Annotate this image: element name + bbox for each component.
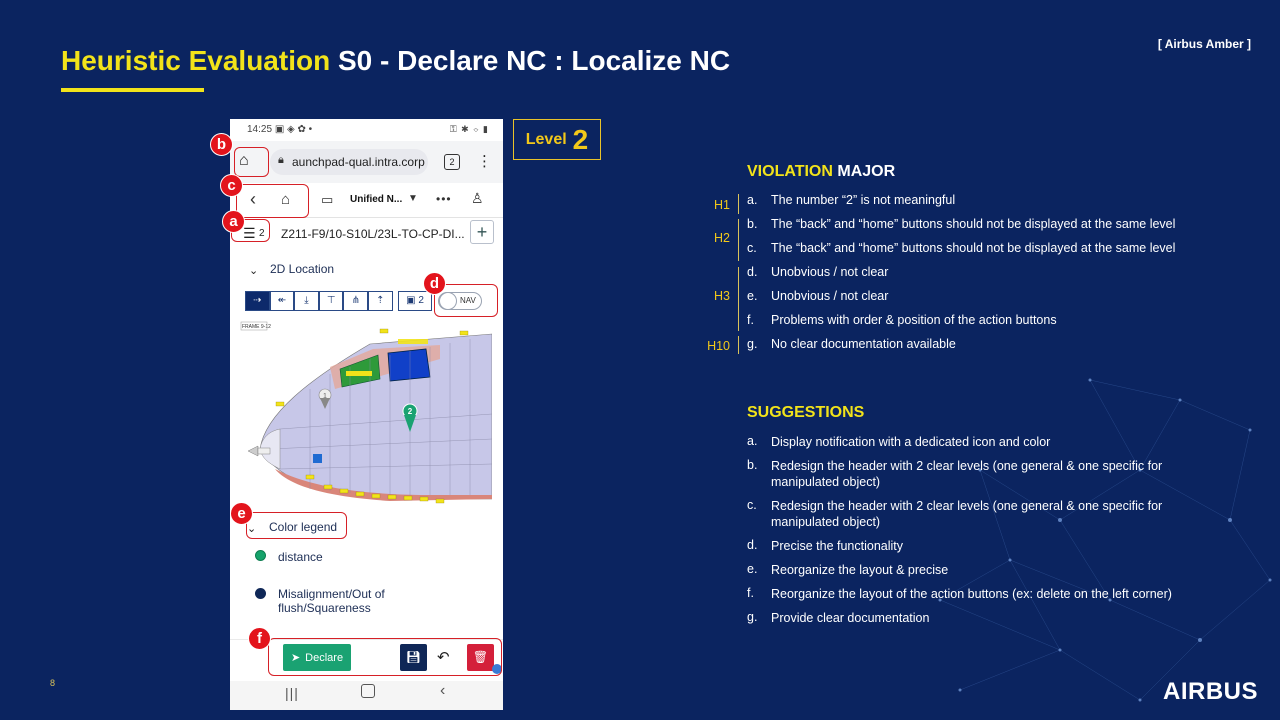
item-text: Reorganize the layout & precise xyxy=(771,563,949,577)
image-count: 2 xyxy=(418,295,424,306)
suggestions-title xyxy=(747,404,864,422)
airbus-logo: AIRBUS xyxy=(1162,678,1258,705)
app-home-icon[interactable]: ⌂ xyxy=(281,191,291,208)
item-text: The “back” and “home” buttons should not be displayed at the same level xyxy=(771,241,1176,255)
object-identifier: Z211-F9/10-S10L/23L-TO-CP-DI... xyxy=(281,227,465,241)
title-accent: Heuristic Evaluation xyxy=(61,45,331,76)
view-button-5[interactable]: ⋔ xyxy=(343,291,368,311)
violation-item xyxy=(700,312,1230,336)
view-button-6[interactable]: ⇡ xyxy=(368,291,393,311)
browser-home-icon[interactable]: ⌂ xyxy=(239,152,249,169)
pin-2-label: 2 xyxy=(407,407,413,416)
heuristic-h3: H3 xyxy=(714,289,730,303)
title-main: S0 - Declare NC : Localize NC xyxy=(337,45,731,76)
annotation-badge-f: f xyxy=(248,627,271,650)
tabs-count-button[interactable]: 2 xyxy=(444,154,460,170)
item-letter: f. xyxy=(747,313,754,327)
nav-back-icon[interactable]: ‹ xyxy=(440,682,446,699)
chevron-down-icon[interactable]: ⌄ xyxy=(247,523,257,535)
item-letter: c. xyxy=(747,241,757,255)
item-letter: g. xyxy=(747,337,758,351)
image-count-button[interactable]: ▣ 2 xyxy=(398,291,432,311)
annotation-badge-b: b xyxy=(210,133,233,156)
delete-button[interactable]: 🗑︎ xyxy=(467,644,494,671)
view-button-4[interactable]: ⊤ xyxy=(319,291,344,311)
level-number: 2 xyxy=(572,123,589,155)
hamburger-menu-icon[interactable]: ☰ xyxy=(243,225,256,241)
item-letter: d. xyxy=(747,265,758,279)
heuristic-h1: H1 xyxy=(714,198,730,212)
item-letter: f. xyxy=(747,586,754,600)
status-right-icons: ⚿ ✱ ⌔ ▮ xyxy=(449,124,489,134)
violation-title-white: MAJOR xyxy=(837,163,896,180)
status-bar xyxy=(247,124,312,135)
color-legend-label[interactable]: Color legend xyxy=(269,520,338,534)
item-text: Provide clear documentation xyxy=(771,611,930,625)
send-icon: ➤ xyxy=(290,652,301,664)
item-letter: b. xyxy=(747,217,758,231)
nav-home-icon[interactable] xyxy=(361,684,375,698)
annotation-badge-e: e xyxy=(230,502,253,525)
title-underline xyxy=(61,88,204,92)
violation-item xyxy=(700,216,1230,240)
chevron-down-icon[interactable]: ▼ xyxy=(408,193,418,204)
declare-label: Declare xyxy=(305,651,344,664)
undo-icon[interactable]: ↶ xyxy=(437,649,450,666)
heuristic-h2: H2 xyxy=(714,231,730,245)
item-text: The “back” and “home” buttons should not be displayed at the same level xyxy=(771,217,1176,231)
aircraft-nose-diagram[interactable] xyxy=(240,319,492,509)
item-letter: b. xyxy=(747,458,758,472)
highlight-c xyxy=(236,184,309,218)
highlight-b xyxy=(234,147,269,177)
item-letter: g. xyxy=(747,610,758,624)
item-text: Redesign the header with 2 clear levels (one general & one specific for manipulated object) xyxy=(771,499,1163,529)
classification-label: [ Airbus Amber ] xyxy=(1157,37,1251,51)
level-label: Level xyxy=(525,130,567,148)
more-options-icon[interactable]: ••• xyxy=(436,192,452,206)
back-chevron-icon[interactable]: ‹ xyxy=(250,189,256,209)
suggestions-title-text: SUGGESTIONS xyxy=(747,404,865,421)
violation-item xyxy=(700,264,1230,288)
slide-title xyxy=(61,44,730,78)
violation-item xyxy=(700,240,1230,264)
legend-item-distance: distance xyxy=(278,550,323,564)
item-letter: e. xyxy=(747,562,758,576)
nav-toggle-label: NAV xyxy=(460,296,476,305)
chat-icon[interactable]: ▭ xyxy=(321,192,334,207)
view-button-2[interactable]: ↞ xyxy=(270,291,295,311)
app-title[interactable]: Unified N... xyxy=(350,194,403,205)
item-letter: c. xyxy=(747,498,757,512)
item-text: The number “2” is not meaningful xyxy=(771,193,956,207)
violation-title-yellow: VIOLATION xyxy=(747,163,833,180)
chevron-down-icon[interactable]: ⌄ xyxy=(249,265,259,277)
annotation-badge-a: a xyxy=(222,210,245,233)
item-letter: d. xyxy=(747,538,758,552)
menu-count: 2 xyxy=(259,228,265,239)
item-letter: a. xyxy=(747,193,758,207)
legend-dot-distance xyxy=(255,550,266,561)
view-button-1[interactable]: ⇢ xyxy=(245,291,270,311)
item-text: Unobvious / not clear xyxy=(771,289,889,303)
pin-1-label: 1 xyxy=(323,393,327,400)
violation-item xyxy=(700,288,1230,312)
item-letter: a. xyxy=(747,434,758,448)
highlight-e xyxy=(246,512,347,539)
violation-item xyxy=(700,336,1230,360)
browser-menu-icon[interactable]: ⋮ xyxy=(477,153,492,170)
add-button[interactable]: + xyxy=(470,220,494,244)
item-text: Redesign the header with 2 clear levels (one general & one specific for manipulated object) xyxy=(771,459,1163,489)
view-button-3[interactable]: ⤓ xyxy=(294,291,319,311)
item-text: Unobvious / not clear xyxy=(771,265,889,279)
item-text: Precise the functionality xyxy=(771,539,904,553)
item-letter: e. xyxy=(747,289,758,303)
annotation-badge-d: d xyxy=(423,272,446,295)
highlight-f xyxy=(268,638,502,676)
lock-icon: 🔒︎ xyxy=(278,154,284,166)
annotation-badge-c: c xyxy=(220,174,243,197)
save-button[interactable]: 💾︎ xyxy=(400,644,427,671)
frame-label: FRAME 9-12 xyxy=(242,324,271,330)
item-text: Problems with order & position of the action buttons xyxy=(771,313,1057,327)
legend-dot-misalignment xyxy=(255,588,266,599)
legend-item-misalignment: Misalignment/Out of flush/Squareness xyxy=(278,587,385,615)
page-number: 8 xyxy=(50,678,56,688)
view-buttons xyxy=(245,291,393,311)
url-text: aunchpad-qual.intra.corp xyxy=(292,155,425,169)
location-section-label[interactable]: 2D Location xyxy=(270,262,335,276)
status-icons: ▣ ◈ ✿ • xyxy=(274,124,313,135)
status-time: 14:25 xyxy=(247,124,273,135)
item-text: Display notification with a dedicated icon and color xyxy=(771,435,1051,449)
item-text: Reorganize the layout of the action buttons (ex: delete on the left corner) xyxy=(771,587,1172,601)
heuristic-h10: H10 xyxy=(707,339,730,353)
recent-apps-icon[interactable]: ||| xyxy=(285,685,299,701)
level-box xyxy=(513,119,601,160)
violation-title xyxy=(747,163,895,181)
item-text: No clear documentation available xyxy=(771,337,956,351)
user-icon[interactable]: ♙ xyxy=(471,190,484,206)
violation-item xyxy=(700,192,1230,216)
